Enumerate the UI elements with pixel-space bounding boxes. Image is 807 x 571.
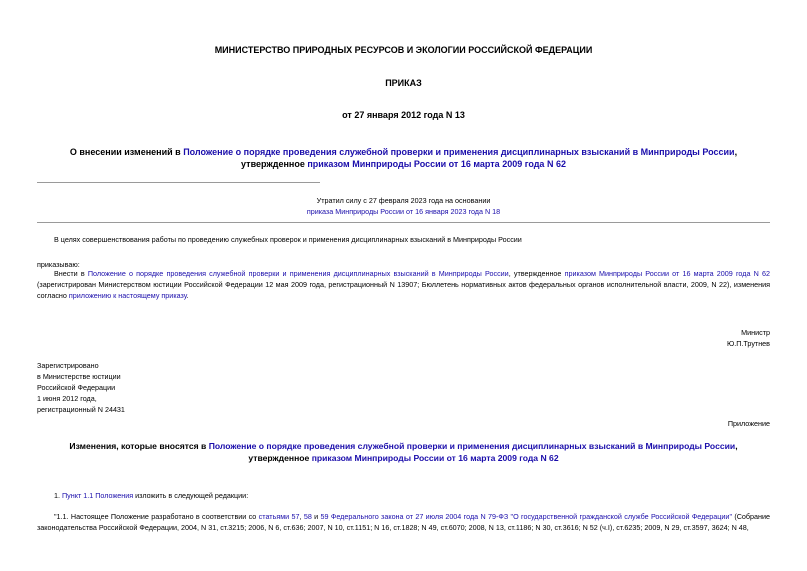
registration-line: Российской Федерации	[37, 383, 116, 392]
quote-end: (Собрание законодательства Российской Федерации, 2004, N 31, ст.3215; 2006, N 6, ст.636; 2007, N 10, ст.1151; N 16, ст.1828; N 49, ст.6070; 2008, N 13, ст.1186; N 30, ст.3616; N 52 (ч.I), ст.6235; 2009, N 29, ст.3597, 3624; N 48,	[37, 512, 771, 532]
appendix-label: Приложение	[727, 419, 770, 428]
registration-line: 1 июня 2012 года,	[37, 394, 97, 403]
registration-line: в Министерстве юстиции	[37, 372, 121, 381]
item-1-link-point[interactable]: Пункт 1.1	[62, 491, 94, 500]
appendix-title-link-regulation[interactable]: Положение о порядке проведения служебной проверки и применения дисциплинарных взысканий в Минприроды России	[208, 441, 736, 451]
title-prefix: О внесении изменений в	[69, 147, 184, 157]
signature-name: Ю.П.Трутнев	[727, 339, 770, 348]
title-link-order[interactable]: приказом Минприроды России от 16 марта 2009 года N 62	[307, 159, 566, 169]
registration-line: Зарегистрировано	[37, 361, 99, 370]
item-1-end: изложить в следующей редакции:	[133, 491, 249, 500]
body-end: .	[186, 291, 189, 300]
quote-link-article-58[interactable]: 58	[303, 512, 312, 521]
divider-long	[37, 222, 770, 223]
appendix-title	[40, 440, 767, 464]
repeal-notice	[0, 195, 807, 217]
item-1	[54, 490, 770, 501]
divider-short	[37, 182, 320, 183]
body-link-appendix[interactable]: приложению к настоящему приказу	[68, 291, 187, 300]
quote-link-law[interactable]: 59 Федерального закона от 27 июля 2004 года N 79-ФЗ "О государственной гражданской службе Российской Федерации"	[320, 512, 733, 521]
appendix-title-link-order[interactable]: приказом Минприроды России от 16 марта 2009 года N 62	[311, 453, 559, 463]
title-link-regulation[interactable]: Положение о порядке проведения служебной проверки и применения дисциплинарных взысканий в Минприроды России	[183, 147, 735, 157]
quote-link-article-57[interactable]: статьями 57	[258, 512, 300, 521]
repeal-notice-link[interactable]: приказа Минприроды России от 16 января 2023 года N 18	[306, 207, 501, 216]
document-title	[40, 146, 767, 170]
body-paragraph	[37, 268, 770, 301]
quote-prefix: "1.1. Настоящее Положение разработано в соответствии со	[54, 512, 259, 521]
quote-sep-1: ,	[299, 512, 304, 521]
body-link-regulation[interactable]: Положение о порядке проведения служебной проверки и применения дисциплинарных взысканий в Минприроды России	[87, 269, 509, 278]
body-link-order[interactable]: приказом Минприроды России от 16 марта 2009 года N 62	[564, 269, 770, 278]
document-date: от 27 января 2012 года N 13	[342, 110, 465, 120]
item-1-number: 1.	[54, 491, 62, 500]
repeal-notice-text: Утратил силу с 27 февраля 2023 года на основании	[316, 196, 491, 205]
appendix-title-prefix: Изменения, которые вносятся в	[69, 441, 209, 451]
preamble: В целях совершенствования работы по проведению служебных проверок и применения дисциплинарных взысканий в Минприроды России	[54, 235, 522, 244]
order-word: приказываю:	[37, 260, 80, 269]
body-prefix: Внести в	[54, 269, 88, 278]
signature-block	[500, 327, 770, 349]
document-type: ПРИКАЗ	[385, 78, 422, 88]
quote-sep-2: и	[311, 512, 321, 521]
body-middle-1: , утвержденное	[508, 269, 565, 278]
registration-block	[37, 360, 125, 415]
appendix-title-middle: , утвержденное	[248, 441, 738, 463]
title-middle: , утвержденное	[241, 147, 738, 169]
registration-line: регистрационный N 24431	[37, 405, 125, 414]
body-middle-2: (зарегистрирован Министерством юстиции Российской Федерации 12 мая 2009 года, регистрационный N 13907; Бюллетень нормативных актов федеральных органов исполнительной власти, 2009, N 22), изменения согласно	[37, 280, 770, 300]
quote-paragraph	[37, 511, 770, 533]
ministry-heading: МИНИСТЕРСТВО ПРИРОДНЫХ РЕСУРСОВ И ЭКОЛОГИИ РОССИЙСКОЙ ФЕДЕРАЦИИ	[214, 45, 593, 55]
signature-role: Министр	[741, 328, 770, 337]
item-1-link-regulation[interactable]: Положения	[95, 491, 134, 500]
